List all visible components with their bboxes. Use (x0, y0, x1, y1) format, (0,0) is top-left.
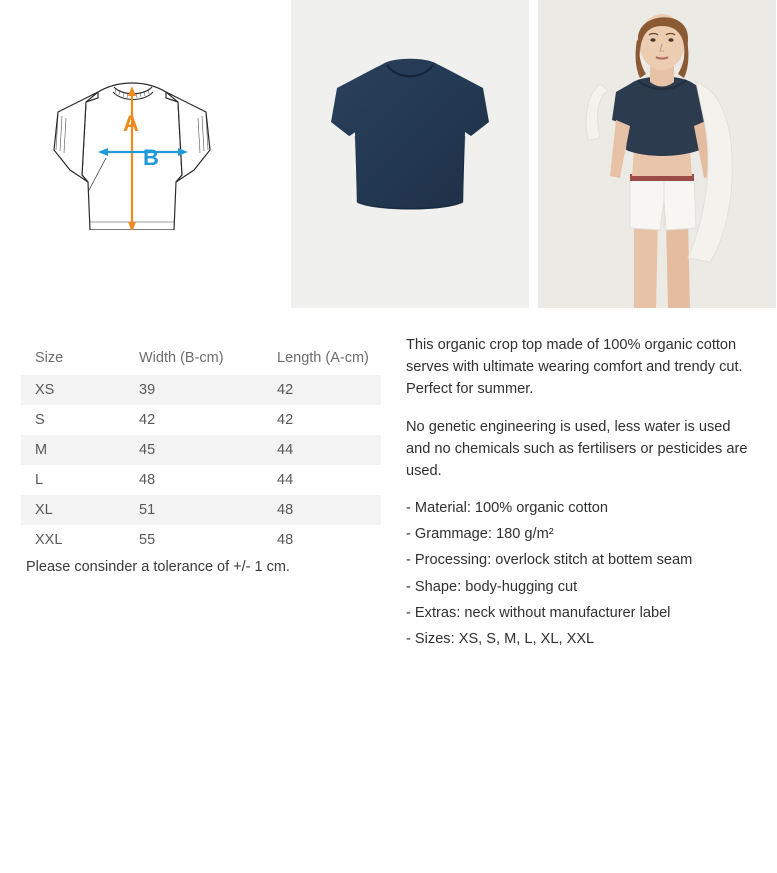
model-image (538, 0, 776, 308)
cell-width: 55 (139, 532, 156, 548)
dimension-label-b: B (143, 145, 159, 170)
table-row (21, 435, 381, 465)
flat-lay-svg (305, 52, 515, 242)
cell-width: 42 (139, 412, 156, 428)
cell-size: XS (35, 382, 55, 398)
spec-list (406, 497, 756, 650)
cell-length: 48 (277, 532, 294, 548)
table-row (21, 495, 381, 525)
product-image-row (0, 0, 777, 308)
product-description (406, 334, 756, 654)
table-row (21, 405, 381, 435)
table-row (21, 465, 381, 495)
table-header-row (21, 341, 381, 375)
table-row (21, 375, 381, 405)
spec-item-processing: - Processing: overlock stitch at bottem seam (406, 552, 693, 569)
cell-size: L (35, 472, 44, 488)
tolerance-note: Please consinder a tolerance of +/- 1 cm. (26, 559, 290, 575)
spec-item-material: - Material: 100% organic cotton (406, 500, 608, 517)
cell-length: 44 (277, 472, 294, 488)
cell-length: 44 (277, 442, 294, 458)
cell-size: XL (35, 502, 53, 518)
technical-drawing-svg (10, 30, 272, 230)
description-paragraph-2: No genetic engineering is used, less water is used and no chemicals such as fertilisers or pesticides are used. (406, 418, 748, 479)
cell-size: M (35, 442, 48, 458)
table-row (21, 525, 381, 555)
flat-lay-image (291, 0, 529, 308)
spec-item-shape: - Shape: body-hugging cut (406, 578, 578, 595)
cell-size: S (35, 412, 45, 428)
technical-drawing-image (0, 0, 282, 308)
cell-length: 48 (277, 502, 294, 518)
spec-item-grammage: - Grammage: 180 g/m² (406, 526, 554, 543)
cell-length: 42 (277, 382, 294, 398)
cell-width: 51 (139, 502, 156, 518)
cell-width: 45 (139, 442, 156, 458)
spec-item-extras: - Extras: neck without manufacturer label (406, 604, 671, 621)
cell-width: 39 (139, 382, 156, 398)
description-paragraph-1: This organic crop top made of 100% organic cotton serves with ultimate wearing comfort and trendy cut. Perfect for summer. (406, 337, 743, 398)
model-photo-svg (538, 0, 776, 308)
cell-size: XXL (35, 532, 63, 548)
size-chart-table (21, 341, 381, 555)
dimension-label-a: A (123, 111, 139, 136)
column-header-width: Width (B-cm) (139, 350, 224, 366)
cell-length: 42 (277, 412, 294, 428)
column-header-size: Size (35, 350, 64, 366)
spec-item-sizes: - Sizes: XS, S, M, L, XL, XXL (406, 630, 595, 647)
column-header-length: Length (A-cm) (277, 350, 369, 366)
cell-width: 48 (139, 472, 156, 488)
